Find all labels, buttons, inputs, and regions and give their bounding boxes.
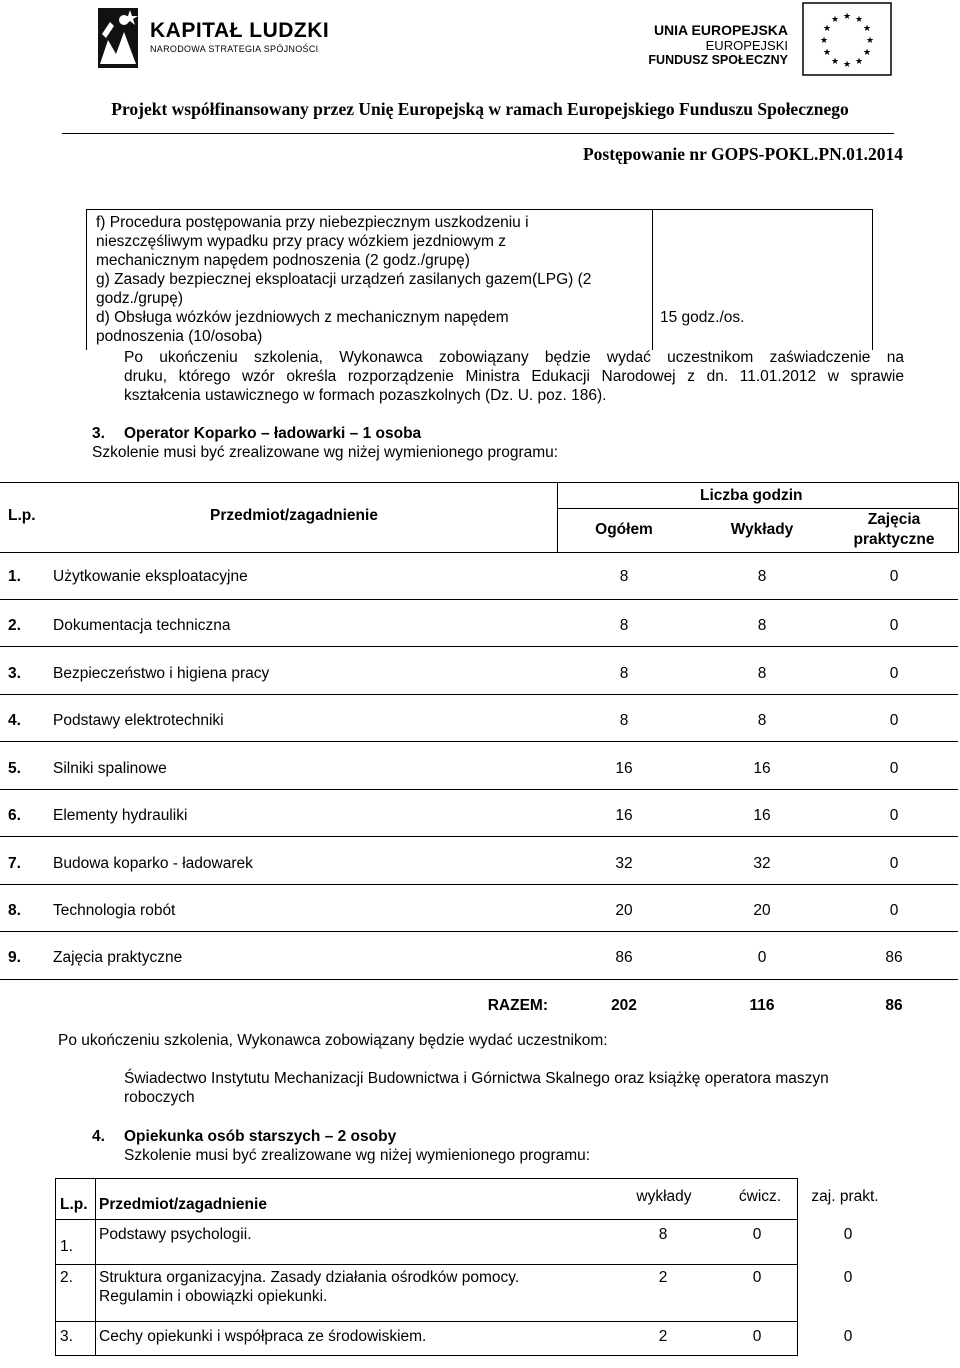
table1-sum-lectures: 116 — [749, 997, 775, 1014]
top-box-line-3: mechanicznym napędem podnoszenia (2 godz./grupę) — [96, 252, 470, 269]
table2-lp-divider — [95, 1178, 96, 1356]
svg-text:★: ★ — [854, 15, 864, 25]
table2-header-exercises: ćwicz. — [738, 1188, 782, 1205]
table2-left-edge — [55, 1178, 56, 1356]
eu-line-1: UNIA EUROPEJSKA — [653, 22, 788, 38]
table2-cell-lp: 3. — [60, 1328, 73, 1345]
table1-cell-total: 16 — [615, 807, 633, 824]
table1-cell-lectures: 8 — [757, 712, 767, 729]
table1-row-rule — [0, 646, 958, 647]
table2-row-rule — [55, 1321, 797, 1322]
table1-row-rule — [0, 979, 958, 980]
table1-cell-lp: 7. — [8, 855, 21, 872]
table1-cell-practice: 0 — [889, 568, 899, 585]
table1-cell-practice: 0 — [889, 807, 899, 824]
table1-cell-lectures: 16 — [753, 760, 771, 777]
table2-cell-exercises: 0 — [752, 1226, 762, 1243]
para3-line-2: roboczych — [124, 1089, 195, 1106]
eu-line-2: EUROPEJSKI — [705, 38, 788, 53]
table1-cell-subject: Zajęcia praktyczne — [53, 949, 183, 966]
section3-number: 3. — [92, 425, 105, 442]
table1-cell-lectures: 20 — [753, 902, 771, 919]
table2-row-rule — [55, 1264, 797, 1265]
table1-cell-practice: 0 — [889, 665, 899, 682]
table1-row-rule — [0, 884, 958, 885]
table1-cell-lp: 9. — [8, 949, 21, 966]
table2-cell-lp: 1. — [60, 1238, 73, 1255]
table1-cell-total: 16 — [615, 760, 633, 777]
table2-cell-practice: 0 — [843, 1226, 853, 1243]
top-box-line-7: podnoszenia (10/osoba) — [96, 328, 263, 345]
table1-cell-lp: 1. — [8, 568, 21, 585]
table1-row-rule — [0, 836, 958, 837]
table1-cell-practice: 0 — [889, 855, 899, 872]
section4-number: 4. — [92, 1128, 105, 1145]
table2-header-lectures: wykłady — [636, 1188, 692, 1205]
table1-sum-total: 202 — [611, 997, 637, 1014]
table1-header-lp: L.p. — [8, 507, 36, 524]
table1-cell-lp: 2. — [8, 617, 21, 634]
kapital-ludzki-subtitle: NARODOWA STRATEGIA SPÓJNOŚCI — [150, 44, 319, 54]
eu-flag-icon — [802, 2, 892, 76]
table1-header-hours: Liczba godzin — [700, 487, 803, 504]
header-rule — [62, 133, 894, 134]
table2-header-practice: zaj. prakt. — [811, 1188, 879, 1205]
table1-row-rule — [0, 789, 958, 790]
table1-top-rule — [0, 482, 958, 483]
table1-cell-subject: Dokumentacja techniczna — [53, 617, 231, 634]
table1-cell-practice: 0 — [889, 712, 899, 729]
table2-top-rule — [55, 1178, 797, 1179]
table2-right-edge — [797, 1178, 798, 1356]
table1-cell-lp: 4. — [8, 712, 21, 729]
table1-cell-total: 32 — [615, 855, 633, 872]
para2: Po ukończeniu szkolenia, Wykonawca zobowiązany będzie wydać uczestnikom: — [58, 1032, 608, 1049]
table2-cell-subject: Podstawy psychologii. — [99, 1226, 252, 1243]
svg-text:★: ★ — [842, 12, 852, 22]
table2-cell-subject: Cechy opiekunki i współpraca ze środowiskiem. — [99, 1328, 427, 1345]
table2-cell-lp: 2. — [60, 1269, 73, 1286]
table1-cell-lectures: 0 — [757, 949, 767, 966]
table1-cell-lectures: 8 — [757, 568, 767, 585]
table1-cell-lectures: 8 — [757, 617, 767, 634]
table1-sum-label: RAZEM: — [487, 997, 548, 1014]
para1-line-3: kształcenia ustawicznego w formach pozaszkolnych (Dz. U. poz. 186). — [124, 387, 607, 404]
table1-cell-total: 8 — [619, 712, 629, 729]
table1-header-total: Ogółem — [595, 521, 653, 538]
table2-bottom-rule — [55, 1355, 797, 1356]
table2-head-rule — [55, 1219, 797, 1220]
table1-cell-subject: Podstawy elektrotechniki — [53, 712, 224, 729]
table2-cell-lectures: 2 — [658, 1269, 668, 1286]
table1-row-rule — [0, 741, 958, 742]
section3-subtitle: Szkolenie musi być zrealizowane wg niżej wymienionego programu: — [92, 444, 559, 461]
svg-text:★: ★ — [862, 48, 872, 58]
table1-cell-lectures: 32 — [753, 855, 771, 872]
table2-cell-practice: 0 — [843, 1328, 853, 1345]
eu-line-3: FUNDUSZ SPOŁECZNY — [648, 53, 788, 67]
table1-cell-total: 8 — [619, 617, 629, 634]
table1-cell-subject: Technologia robót — [53, 902, 176, 919]
para1-line-1: Po ukończeniu szkolenia, Wykonawca zobowiązany będzie wydać uczestnikom zaświadczenie na — [124, 349, 904, 366]
svg-text:★: ★ — [830, 15, 840, 25]
table1-cell-subject: Bezpieczeństwo i higiena pracy — [53, 665, 270, 682]
table1-cell-lp: 6. — [8, 807, 21, 824]
svg-text:★: ★ — [830, 57, 840, 67]
top-box-line-1: f) Procedura postępowania przy niebezpiecznym uszkodzeniu i — [96, 214, 529, 231]
svg-text:★: ★ — [862, 24, 872, 34]
top-box-line-2: nieszczęśliwym wypadku przy pracy wózkiem jezdniowym z — [96, 233, 507, 250]
table1-row-rule — [0, 694, 958, 695]
table1-cell-lp: 5. — [8, 760, 21, 777]
table1-cell-practice: 0 — [889, 760, 899, 777]
kapital-ludzki-name: KAPITAŁ LUDZKI — [150, 19, 330, 42]
top-box-line-6: d) Obsługa wózków jezdniowych z mechanicznym napędem — [96, 309, 509, 326]
table1-row-rule — [0, 931, 958, 932]
top-box-line-5: godz./grupę) — [96, 290, 184, 307]
table2-cell-exercises: 0 — [752, 1269, 762, 1286]
table2-cell-exercises: 0 — [752, 1328, 762, 1345]
top-box-line-4: g) Zasady bezpiecznej eksploatacji urządzeń zasilanych gazem(LPG) (2 — [96, 271, 592, 288]
section3-title: Operator Koparko – ładowarki – 1 osoba — [124, 425, 422, 442]
table1-cell-total: 8 — [619, 665, 629, 682]
svg-text:★: ★ — [822, 24, 832, 34]
kapital-ludzki-emblem-icon — [88, 4, 150, 72]
section4-subtitle: Szkolenie musi być zrealizowane wg niżej wymienionego programu: — [124, 1147, 591, 1164]
table1-cell-lectures: 16 — [753, 807, 771, 824]
table2-header-lp: L.p. — [60, 1196, 88, 1213]
table1-cell-subject: Elementy hydrauliki — [53, 807, 188, 824]
table1-cell-total: 86 — [615, 949, 633, 966]
table2-cell-subject: Struktura organizacyjna. Zasady działania ośrodków pomocy. — [99, 1269, 520, 1286]
section4-title: Opiekunka osób starszych – 2 osoby — [124, 1128, 397, 1145]
table1-cell-subject: Budowa koparko - ładowarek — [53, 855, 253, 872]
svg-text:★: ★ — [854, 57, 864, 67]
table1-header-lectures: Wykłady — [730, 521, 794, 538]
table1-cell-total: 8 — [619, 568, 629, 585]
table1-cell-practice: 0 — [889, 617, 899, 634]
svg-text:★: ★ — [865, 36, 875, 46]
case-number: Postępowanie nr GOPS-POKL.PN.01.2014 — [582, 144, 903, 164]
table1-cell-lp: 3. — [8, 665, 21, 682]
table1-header-practice-1: Zajęcia — [867, 511, 921, 528]
table1-cell-lp: 8. — [8, 902, 21, 919]
table1-cell-subject: Użytkowanie eksploatacyjne — [53, 568, 248, 585]
table1-cell-total: 20 — [615, 902, 633, 919]
table1-cell-practice: 0 — [889, 902, 899, 919]
table1-right-edge — [958, 482, 959, 553]
para1-line-2: druku, którego wzór określa rozporządzenie Ministra Edukacji Narodowej z dn. 11.01.2012 w sprawie — [124, 368, 904, 385]
svg-text:★: ★ — [822, 48, 832, 58]
table1-header-practice-2: praktyczne — [853, 531, 935, 548]
table2-cell-lectures: 2 — [658, 1328, 668, 1345]
svg-text:★: ★ — [819, 36, 829, 46]
table2-cell-lectures: 8 — [658, 1226, 668, 1243]
table1-header-subject: Przedmiot/zagadnienie — [210, 507, 378, 524]
table1-sum-practice: 86 — [885, 997, 903, 1014]
table1-cell-subject: Silniki spalinowe — [53, 760, 167, 777]
table2-cell-subject-2: Regulamin i obowiązki opiekunki. — [99, 1288, 328, 1305]
project-line: Projekt współfinansowany przez Unię Europejską w ramach Europejskiego Funduszu Społecznego — [111, 99, 849, 119]
table2-cell-practice: 0 — [843, 1269, 853, 1286]
table1-head-rule — [0, 552, 958, 553]
table1-cell-practice: 86 — [885, 949, 903, 966]
table1-hours-rule — [557, 508, 958, 509]
table1-cell-lectures: 8 — [757, 665, 767, 682]
svg-text:★: ★ — [842, 60, 852, 70]
top-box-hours: 15 godz./os. — [660, 309, 745, 326]
table1-head-divider — [557, 482, 558, 553]
para3-line-1: Świadectwo Instytutu Mechanizacji Budownictwa i Górnictwa Skalnego oraz książkę operatora maszyn — [124, 1070, 829, 1087]
table1-row-rule — [0, 599, 958, 600]
top-box-divider — [652, 209, 653, 350]
table2-header-subject: Przedmiot/zagadnienie — [99, 1196, 267, 1213]
